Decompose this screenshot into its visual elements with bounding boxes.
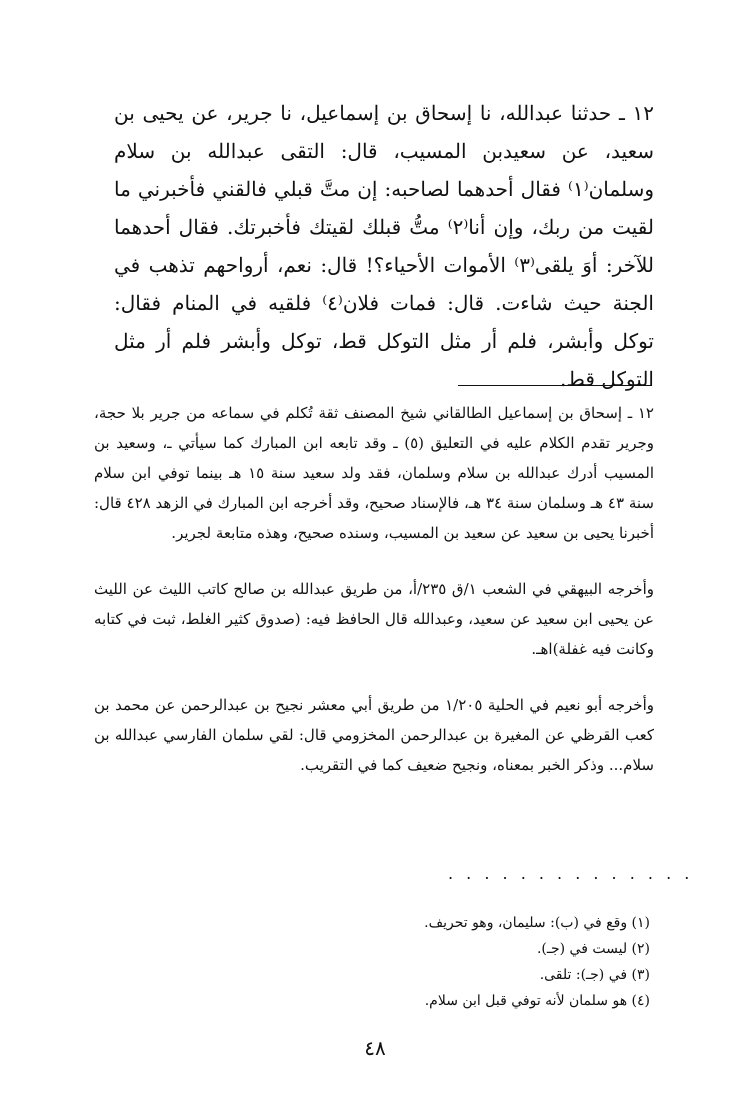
commentary-paragraph: ١٢ ـ إسحاق بن إسماعيل الطالقاني شيخ المصنف ثقة تُكلم في سماعه من جرير بلا حجة، وجرير تقدم الكلام عليه في التعليق (٥) ـ وقد تابعه ابن المبارك كما سيأتي ـ، وسعيد بن المسيب أدرك عبدالله بن سلام وسلمان، فقد ولد سعيد سنة ١٥ هـ بينما توفي ابن سلام سنة ٤٣ هـ وسلمان سنة ٣٤ هـ، فالإسناد صحيح، وقد أخرجه ابن المبارك في الزهد ٤٢٨ قال: أخبرنا يحيى بن سعيد عن سعيد بن المسيب، وسنده صحيح، وهذه متابعة لجرير. bbox=[94, 404, 655, 542]
dotted-separator: . . . . . . . . . . . . . . bbox=[448, 864, 694, 883]
hadith-paragraph: ١٢ ـ حدثنا عبدالله، نا إسحاق بن إسماعيل، نا جرير، عن يحيى بن سعيد، عن سعيدبن المسيب، قال: التقى عبدالله بن سلام وسلمان⁽١⁾ فقال أحدهما لصاحبه: إن متَّ قبلي فالقني فأخبرني ما لقيت من ربك، وإن أنا⁽٢⁾ متُّ قبلك لقيتك فأخبرتك. فقال أحدهما للآخر: أوَ يلقى⁽٣⁾ الأموات الأحياء؟! قال: نعم، أرواحهم تذهب في الجنة حيث شاءت. قال: فمات فلان⁽٤⁾ فلقيه في المنام فقال: توكل وأبشر، فلم أر مثل التوكل قط، توكل وأبشر فلم أر مثل التوكل قط. bbox=[114, 101, 655, 391]
commentary-paragraph: وأخرجه أبو نعيم في الحلية ١/٢٠٥ من طريق أبي معشر نجيح بن عبدالرحمن عن محمد بن كعب القرظي عن المغيرة بن عبدالرحمن المخزومي قال: لقي سلمان الفارسي عبدالله بن سلام... وذكر الخبر بمعناه، ونجيح ضعيف كما في التقريب. bbox=[94, 696, 654, 774]
commentary-paragraph: وأخرجه البيهقي في الشعب ١/ق ٢٣٥/أ، من طريق عبدالله بن صالح كاتب الليث عن الليث عن يحيى ابن سعيد عن سعيد، وعبدالله قال الحافظ فيه: (صدوق كثير الغلط، ثبت في كتابه وكانت فيه غفلة)اهـ. bbox=[94, 580, 654, 658]
page-number: ٤٨ bbox=[364, 1036, 386, 1060]
footnote-item: (٢) ليست في (جـ). bbox=[536, 941, 650, 957]
footnote-item: (٤) هو سلمان لأنه توفي قبل ابن سلام. bbox=[424, 993, 650, 1009]
footnotes-list bbox=[110, 910, 650, 1014]
main-hadith-text bbox=[114, 94, 654, 398]
footnote-item: (٣) في (جـ): تلقى. bbox=[539, 967, 650, 983]
footnote-item: (١) وقع في (ب): سليمان، وهو تحريف. bbox=[424, 915, 650, 931]
commentary-section bbox=[94, 398, 654, 806]
footnote-separator-rule bbox=[458, 385, 652, 386]
